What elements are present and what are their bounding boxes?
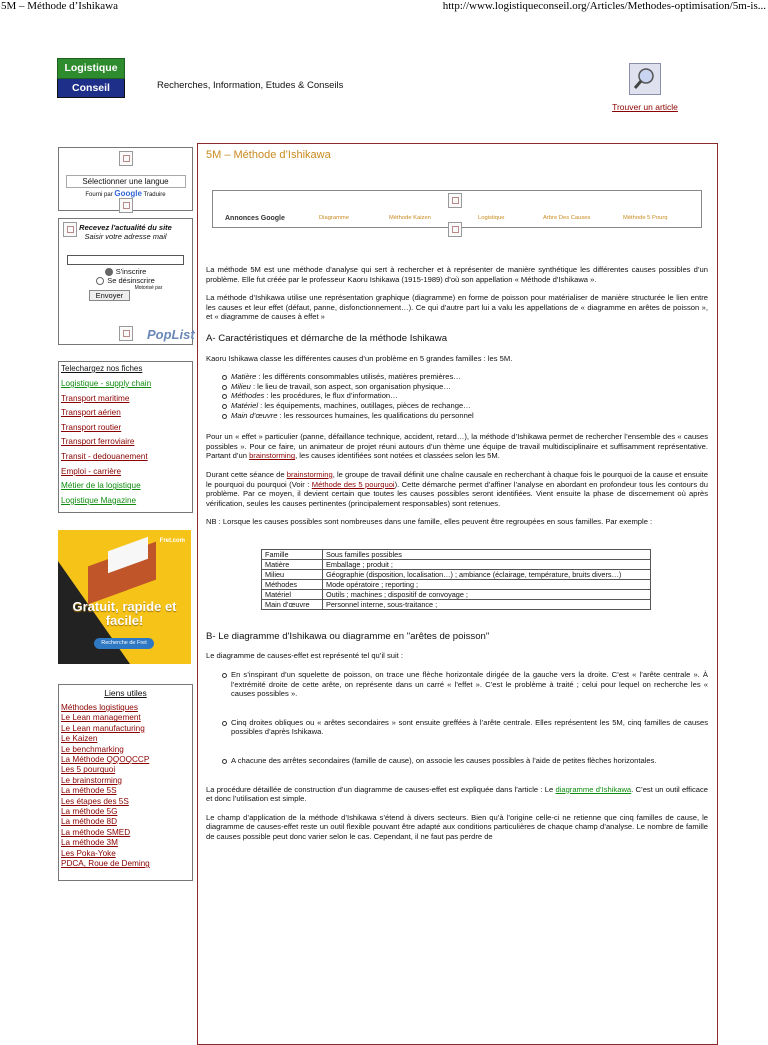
ad-headline: Gratuit, rapide et facile! [72,599,177,628]
useful-link[interactable]: Les Poka-Yoke [61,848,116,858]
print-title: 5M – Méthode d’Ishikawa [1,0,119,12]
find-article-link[interactable]: Trouver un article [612,102,678,112]
section-heading-a: A- Caractéristiques et démarche de la méthode Ishikawa [206,332,448,344]
broken-image-icon [119,326,133,341]
useful-link[interactable]: La méthode 8D [61,817,117,827]
print-header [0,0,768,14]
step-item: A chacune des arrêtes secondaires (famille de cause), on associe les causes possibles à l’aide de petites flèches horizontales. [222,756,708,766]
family-item: Main d’œuvre : les ressources humaines, les qualifications du personnel [222,411,708,421]
table-cell: Géographie (disposition, localisation…) ; ambiance (éclairage, température, bruits divers…) [323,569,651,579]
useful-links-header: Liens utiles [104,688,147,698]
table-cell: Milieu [262,569,323,579]
ad-brand: Fret.com [159,538,185,544]
useful-links-box [58,684,193,881]
subscribe-radio[interactable]: S'inscrire [59,267,192,276]
table-row [262,589,651,599]
downloads-box [58,361,193,513]
powered-by: Fourni par Google Traduire [85,189,166,198]
family-item: Méthodes : les procédures, le flux d’information… [222,391,708,401]
table-cell: Mode opératoire ; reporting ; [323,579,651,589]
useful-link[interactable]: La méthode 5S [61,786,117,796]
paragraph: La méthode d’Ishikawa utilise une représentation graphique (diagramme) en forme de poisson pour matérialiser de manière structurée le lien entre les causes et leur effet (défaut, panne, disfonctionnement…). Ce qui d’autre part lui a valu les appellations de « diagramme en arêtes de poisson », et « diagramme de causes à effet » [206,293,708,322]
useful-link[interactable]: PDCA, Roue de Deming [61,859,150,869]
newsletter-box [58,218,193,345]
downloads-header: Telechargez nos fiches [61,364,143,373]
family-item: Matériel : les équipements, machines, outillages, pièces de rechange… [222,401,708,411]
email-input[interactable] [67,255,184,265]
download-link[interactable]: Transport aérien [61,408,121,418]
section-heading-b: B- Le diagramme d'Ishikawa ou diagramme en "arêtes de poisson" [206,630,490,642]
ad-link[interactable]: Diagramme [319,215,349,221]
paragraph: Pour un « effet » particulier (panne, défaillance technique, accident, retard…), la méthode d’Ishikawa permet de rechercher l’ensemble des « causes possibles ». Pour ce faire, un animateur de projet réuni autours d’un thème une équipe de travail multidisciplinaire et suffisamment représentative. Partant d’un brainstorming, les causes identifiées sont notées et classées selon les 5M. [206,432,708,461]
unsubscribe-radio[interactable]: Se désinscrire [59,276,192,285]
useful-link[interactable]: La méthode 3M [61,838,118,848]
download-link[interactable]: Logistique - supply chain [61,379,152,388]
ad-link[interactable]: Arbre Des Causes [543,215,591,221]
article-title: 5M – Méthode d’Ishikawa [206,149,331,161]
paragraph: La méthode 5M est une méthode d’analyse qui sert à rechercher et à représenter de manière synthétique les différentes causes possibles d’un problème. Elle fut créée par le professeur Kaoru Ishikawa (1915-1989) d’où son appellation « Méthode d’Ishikawa ». [206,265,708,284]
ad-link[interactable]: Méthode 5 Pourq [623,215,668,221]
steps-list [206,670,708,766]
download-link[interactable]: Logistique Magazine [61,495,137,505]
newsletter-heading: Recevez l'actualité du site [79,223,172,232]
table-row [262,569,651,579]
find-article[interactable] [604,63,686,115]
paragraph: Kaoru Ishikawa classe les différentes causes d’un problème en 5 grandes familles : les 5M. [206,353,513,363]
ad-link[interactable]: Logistique [478,215,505,221]
useful-link[interactable]: Le Lean manufacturing [61,723,145,733]
logo-line1: Logistique [57,58,125,79]
broken-image-icon [119,151,133,166]
table-header-cell: Famille [262,549,323,559]
ad-button[interactable]: Recherche de Fret [94,638,154,649]
useful-link[interactable]: La Méthode QQOQCCP [61,755,150,765]
ads-label: Annonces Google [225,215,285,222]
print-url: http://www.logistiqueconseil.org/Articles/Methodes-optimisation/5m-is... [442,0,766,12]
table-cell: Matériel [262,589,323,599]
useful-link[interactable]: La méthode SMED [61,827,131,837]
site-logo[interactable] [57,58,125,98]
paragraph: NB : Lorsque les causes possibles sont nombreuses dans une famille, elles peuvent être regroupées en sous familles. Par exemple : [206,517,653,527]
useful-link[interactable]: La méthode 5G [61,807,118,817]
download-link[interactable]: Emploi - carrière [61,466,122,476]
google-logo: Google [114,189,142,198]
download-link[interactable]: Transit - dedouanement [61,451,148,461]
useful-link[interactable]: Méthodes logistiques [61,703,138,712]
download-link[interactable]: Transport ferroviaire [61,437,135,447]
useful-link[interactable]: Les étapes des 5S [61,796,129,806]
table-row [262,599,651,609]
paragraph: La procédure détaillée de construction d’un diagramme de causes-effet est expliquée dans l’article : Le diagramme d’Ishikawa. C’est un outil efficace et donc l’utilisation est simple. [206,784,708,804]
paragraph: Le champ d’application de la méthode d’Ishikawa s’étend à divers secteurs. Bien qu’à l’origine celle-ci ne retienne que cinq familles de cause, le diagramme de causes-effet reste un outil flexible pouvant être adapté aux conditions particulières de chaque champ d’analyse. Le nombre de famille de causes possible peut donc varier selon le cas. Cependant, il ne faut pas perdre de [206,812,708,841]
five-why-link[interactable]: Méthode des 5 pourquoi [311,479,395,489]
brainstorming-link[interactable]: brainstorming [249,451,296,461]
table-cell: Méthodes [262,579,323,589]
brainstorming-link[interactable]: brainstorming [286,469,333,479]
paragraph: Durant cette séance de brainstorming, le groupe de travail définit une chaîne causale en recherchant à chaque fois le pourquoi de la cause et ensuite le pourquoi du pourquoi (Voir : Méthode des 5 pourquoi). Cette démarche permet d’affiner l’analyse en abordant en profondeur tous les contours du problème. Par ce moyen, il devient certain que toutes les causes possibles seront identifiées. Vient ensuite la phase de discernement où après vérification, seules les causes pertinentes (principalement responsables) sont retenues. [206,469,708,508]
broken-image-icon [448,222,462,237]
broken-image-icon [119,198,133,213]
useful-link[interactable]: Les 5 pourquoi [61,765,116,775]
step-item: Cinq droites obliques ou « arêtes secondaires » sont ensuite greffées à l’arête centrale. Elles représentent les 5M, cinq familles de causes possibles d’après Ishikawa. [222,718,708,737]
table-cell: Matière [262,559,323,569]
useful-link[interactable]: Le benchmarking [61,744,124,754]
broken-image-icon [63,222,77,237]
table-header-row [262,549,651,559]
download-link[interactable]: Transport maritime [61,393,130,403]
table-header-cell: Sous familles possibles [323,549,651,559]
ad-link[interactable]: Méthode Kaizen [389,215,431,221]
download-link[interactable]: Transport routier [61,422,122,432]
language-select[interactable]: Sélectionner une langue [66,175,186,188]
table-cell: Personnel interne, sous-traitance ; [323,599,651,609]
family-item: Milieu : le lieu de travail, son aspect, son organisation physique… [222,382,708,392]
useful-link[interactable]: Le brainstorming [61,775,122,785]
paragraph: Le diagramme de causes-effet est représenté tel qu’il suit : [206,651,403,661]
table-row [262,559,651,569]
ishikawa-diagram-link[interactable]: diagramme d’Ishikawa [555,784,632,794]
useful-link[interactable]: Le Kaizen [61,734,98,744]
language-box [58,147,193,211]
useful-link[interactable]: Le Lean management [61,713,141,723]
logo-line2: Conseil [57,79,125,98]
newsletter-sub: Saisir votre adresse mail [84,232,167,241]
site-tagline: Recherches, Information, Etudes & Conseils [157,80,344,91]
send-button[interactable]: Envoyer [89,290,131,301]
families-list [206,372,708,420]
table-row [262,579,651,589]
poplist-powered: Motorisé par [134,285,163,292]
table-cell: Outils ; machines ; dispositif de convoyage ; [323,589,651,599]
freight-ad[interactable] [58,530,191,664]
download-link[interactable]: Métier de la logistique [61,481,141,491]
subfamilies-table [261,549,651,610]
poplist-logo[interactable]: PopList [147,327,195,343]
magnifier-icon[interactable] [629,63,661,95]
table-cell: Main d’œuvre [262,599,323,609]
article-body [206,265,708,851]
table-cell: Emballage ; produit ; [323,559,651,569]
article-panel [197,143,718,1045]
step-item: En s’inspirant d’un squelette de poisson, on trace une flèche horizontale dirigée de la gauche vers la droite. C’est « l’arête centrale ». À l’extrémité droite de cette arête, on représente dans un carré « l’effet ». C’est le problème à traité ; celui pour lequel on recherche les « causes possibles ». [222,670,708,699]
family-item: Matière : les différents consommables utilisés, matières premières… [222,372,708,382]
